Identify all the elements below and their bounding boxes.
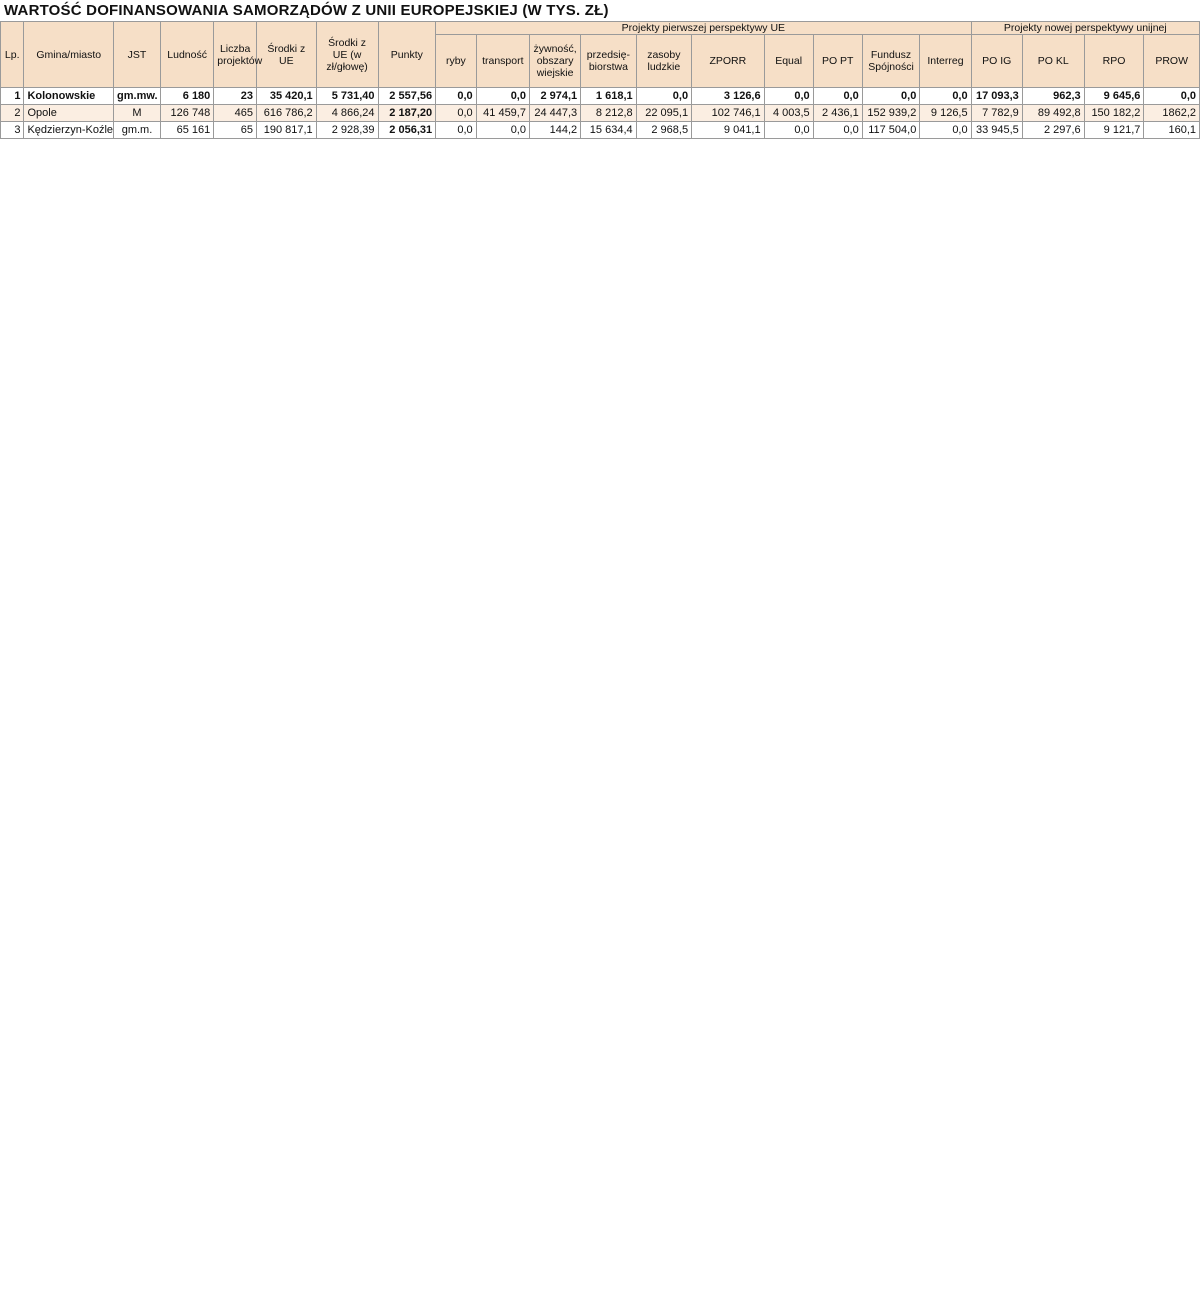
- table-row: [1, 105, 1200, 122]
- table-cell: 33 945,5: [971, 122, 1022, 139]
- table-cell: 65 161: [160, 122, 213, 139]
- group-header-first: Projekty pierwszej perspektywy UE: [436, 22, 971, 35]
- table-cell: 2 974,1: [529, 88, 580, 105]
- table-cell: M: [114, 105, 161, 122]
- table-cell: 4 866,24: [316, 105, 378, 122]
- table-cell: 0,0: [476, 122, 529, 139]
- table-cell: 9 126,5: [920, 105, 971, 122]
- col-header-transport: transport: [476, 35, 529, 88]
- col-header-interreg: Interreg: [920, 35, 971, 88]
- col-header-prow: PROW: [1144, 35, 1200, 88]
- table-cell: 2 297,6: [1022, 122, 1084, 139]
- table-cell: 0,0: [636, 88, 691, 105]
- table-body: [1, 88, 1200, 139]
- col-header-ryby: ryby: [436, 35, 477, 88]
- table-cell: 616 786,2: [256, 105, 316, 122]
- table-cell: Opole: [24, 105, 114, 122]
- table-cell: 117 504,0: [862, 122, 920, 139]
- table-cell: 35 420,1: [256, 88, 316, 105]
- group-header-new: Projekty nowej perspektywy unijnej: [971, 22, 1199, 35]
- table-cell: 9 645,6: [1084, 88, 1144, 105]
- table-cell: 22 095,1: [636, 105, 691, 122]
- table-cell: 8 212,8: [581, 105, 636, 122]
- table-cell: 2 968,5: [636, 122, 691, 139]
- table-cell: 2 187,20: [378, 105, 436, 122]
- table-cell: 0,0: [436, 88, 477, 105]
- page-title: WARTOŚĆ DOFINANSOWANIA SAMORZĄDÓW Z UNII EUROPEJSKIEJ (W TYS. ZŁ): [4, 2, 609, 19]
- col-header-poig: PO IG: [971, 35, 1022, 88]
- table-cell: 2 436,1: [813, 105, 862, 122]
- table-cell: Kolonowskie: [24, 88, 114, 105]
- col-header-rpo: RPO: [1084, 35, 1144, 88]
- table-cell: 41 459,7: [476, 105, 529, 122]
- table-cell: 9 041,1: [692, 122, 765, 139]
- col-header-fundusz: Fundusz Spójności: [862, 35, 920, 88]
- col-header-srodki-per-capita: Środki z UE (w zł/głowę): [316, 22, 378, 88]
- table-cell: 152 939,2: [862, 105, 920, 122]
- table-row: [1, 122, 1200, 139]
- col-header-srodki: Środki z UE: [256, 22, 316, 88]
- table-cell: gm.mw.: [114, 88, 161, 105]
- table-cell: 144,2: [529, 122, 580, 139]
- table-cell: 23: [214, 88, 257, 105]
- table-cell: 65: [214, 122, 257, 139]
- table-cell: 24 447,3: [529, 105, 580, 122]
- table-cell: 15 634,4: [581, 122, 636, 139]
- col-header-ludnosc: Ludność: [160, 22, 213, 88]
- table-cell: 17 093,3: [971, 88, 1022, 105]
- table-cell: 0,0: [436, 122, 477, 139]
- table-cell: 0,0: [1144, 88, 1200, 105]
- table-cell: 160,1: [1144, 122, 1200, 139]
- table-cell: 0,0: [813, 122, 862, 139]
- table-cell: 2 557,56: [378, 88, 436, 105]
- col-header-liczba-projektow: Liczba projektów: [214, 22, 257, 88]
- table-cell: 3 126,6: [692, 88, 765, 105]
- col-header-zywnosc: żywność, obszary wiejskie: [529, 35, 580, 88]
- table-cell: 102 746,1: [692, 105, 765, 122]
- col-header-zporr: ZPORR: [692, 35, 765, 88]
- table-cell: Kędzierzyn-Koźle: [24, 122, 114, 139]
- table-cell: 4 003,5: [764, 105, 813, 122]
- table-cell: 0,0: [764, 122, 813, 139]
- table-cell: 962,3: [1022, 88, 1084, 105]
- table-cell: 5 731,40: [316, 88, 378, 105]
- table-cell: gm.m.: [114, 122, 161, 139]
- col-header-gmina: Gmina/miasto: [24, 22, 114, 88]
- table-cell: 2 928,39: [316, 122, 378, 139]
- col-header-jst: JST: [114, 22, 161, 88]
- table-row: [1, 88, 1200, 105]
- table-cell: 0,0: [764, 88, 813, 105]
- col-header-zasoby: zasoby ludzkie: [636, 35, 691, 88]
- table-cell: 1862,2: [1144, 105, 1200, 122]
- table-cell: 465: [214, 105, 257, 122]
- col-header-przedsiebiorstwa: przedsię-biorstwa: [581, 35, 636, 88]
- table-cell: 2 056,31: [378, 122, 436, 139]
- table-cell: 126 748: [160, 105, 213, 122]
- table-cell: 0,0: [476, 88, 529, 105]
- table-cell: 89 492,8: [1022, 105, 1084, 122]
- funding-table: [0, 21, 1200, 139]
- table-cell: 0,0: [920, 88, 971, 105]
- table-cell: 1: [1, 88, 24, 105]
- col-header-lp: Lp.: [1, 22, 24, 88]
- table-cell: 150 182,2: [1084, 105, 1144, 122]
- table-cell: 1 618,1: [581, 88, 636, 105]
- col-header-punkty: Punkty: [378, 22, 436, 88]
- table-cell: 0,0: [862, 88, 920, 105]
- table-cell: 0,0: [436, 105, 477, 122]
- table-cell: 190 817,1: [256, 122, 316, 139]
- table-cell: 2: [1, 105, 24, 122]
- col-header-equal: Equal: [764, 35, 813, 88]
- table-cell: 3: [1, 122, 24, 139]
- table-cell: 0,0: [813, 88, 862, 105]
- col-header-popt: PO PT: [813, 35, 862, 88]
- table-cell: 7 782,9: [971, 105, 1022, 122]
- table-cell: 0,0: [920, 122, 971, 139]
- col-header-pokl: PO KL: [1022, 35, 1084, 88]
- table-cell: 6 180: [160, 88, 213, 105]
- table-cell: 9 121,7: [1084, 122, 1144, 139]
